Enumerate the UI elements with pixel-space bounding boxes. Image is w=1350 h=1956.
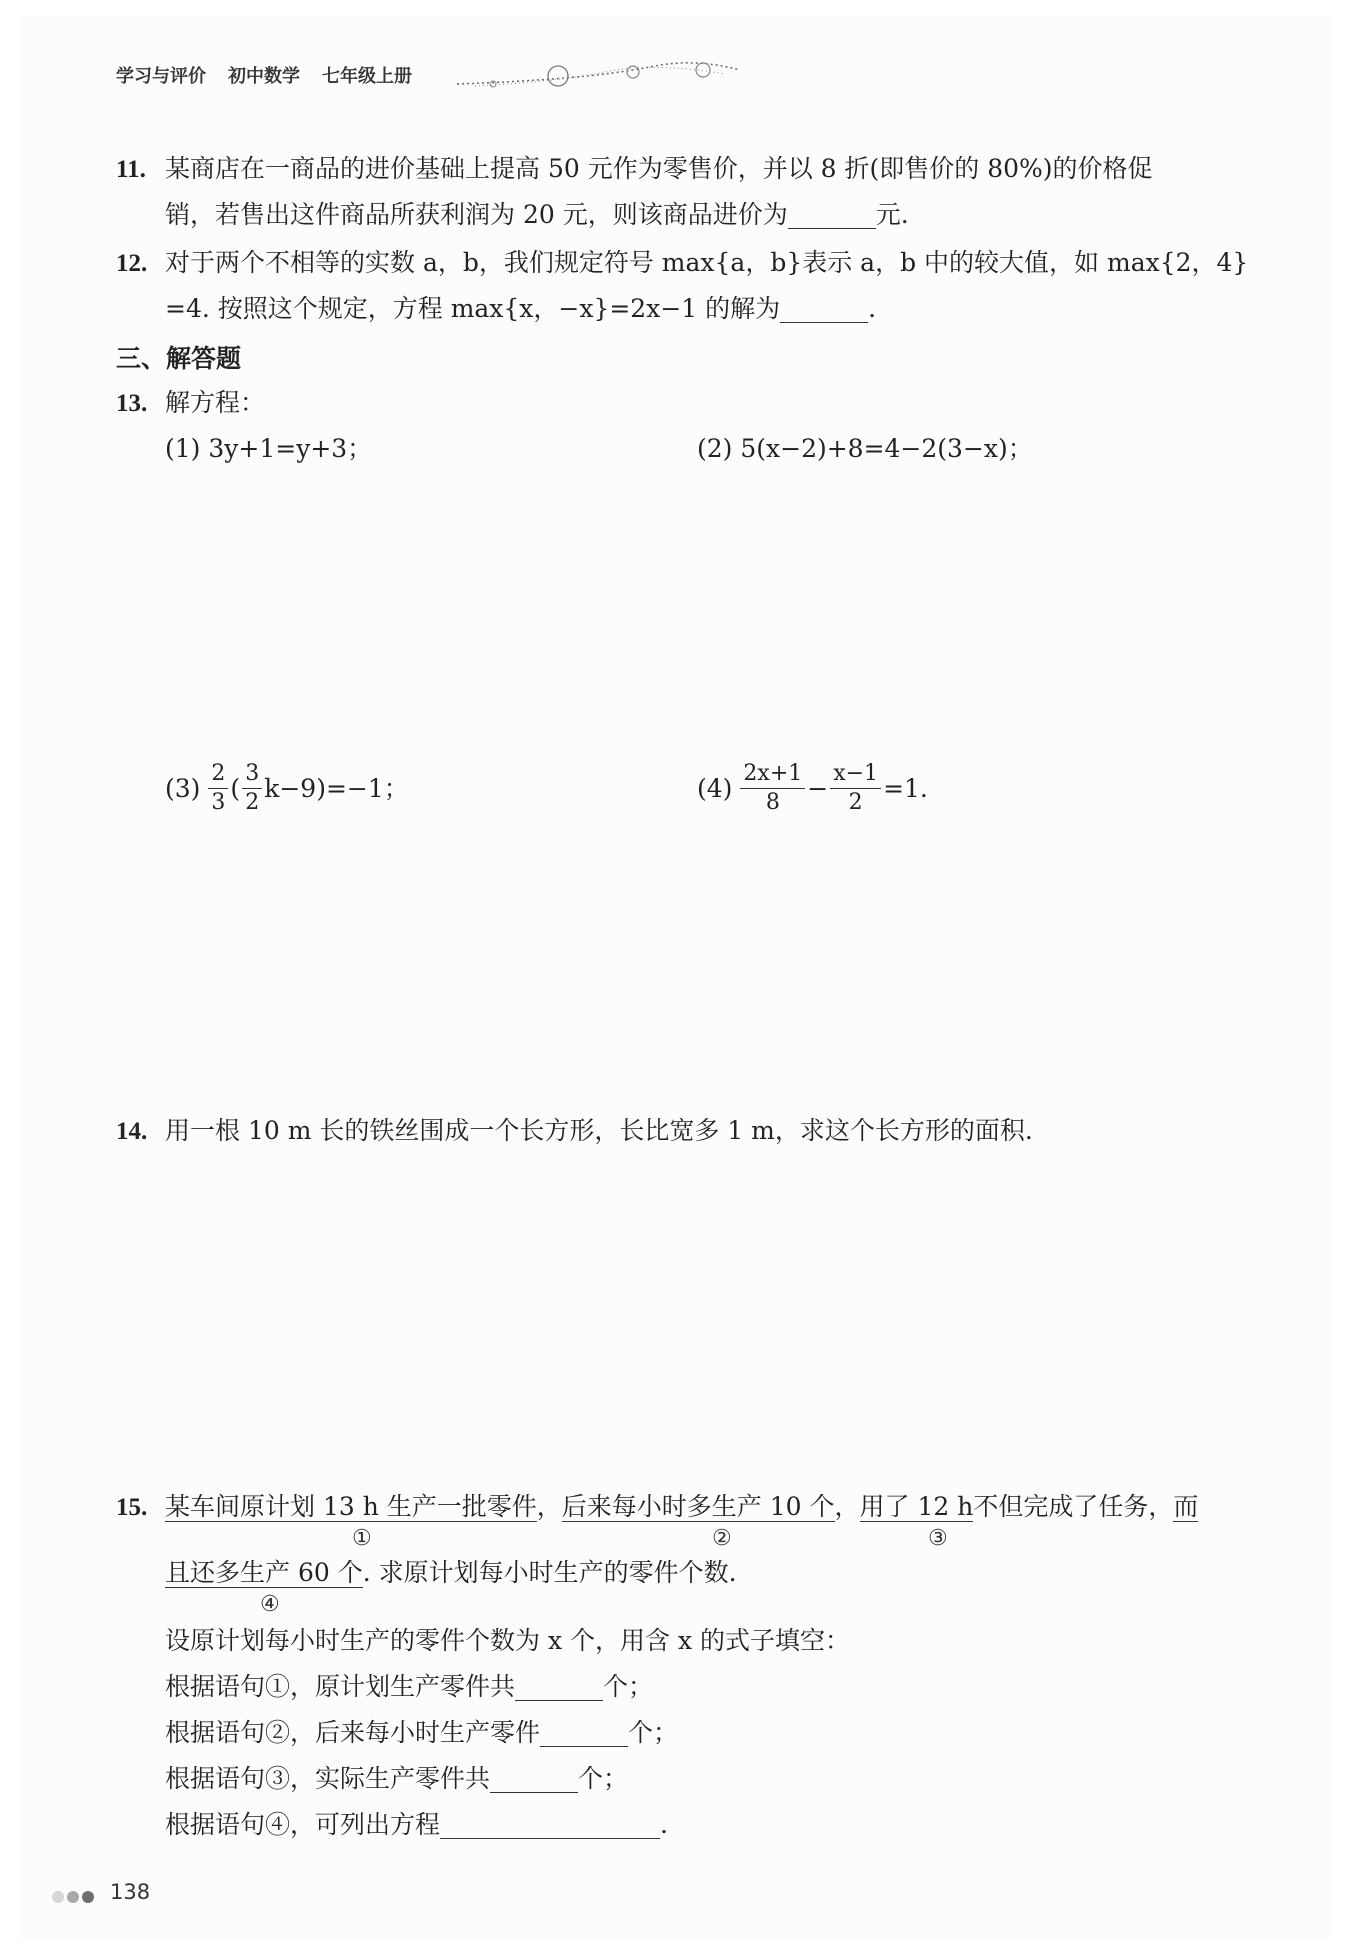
numerator: 3	[242, 760, 262, 789]
fraction-2x-plus-1-over-8	[740, 760, 805, 817]
question-12-line2	[165, 292, 876, 326]
equation-2: (2) 5(x−2)+8=4−2(3−x)；	[697, 434, 1033, 463]
sentence-1: 某车间原计划 13 h 生产一批零件	[165, 1492, 537, 1521]
denominator: 2	[848, 790, 863, 815]
header-series: 学习与评价	[116, 66, 206, 87]
answer-blank-15-4[interactable]	[440, 1812, 660, 1839]
fill-3-unit: 个；	[578, 1764, 629, 1793]
dot-icon	[67, 1891, 79, 1903]
marker-3: ③	[928, 1526, 948, 1551]
question-15-intro: 设原计划每小时生产的零件个数为 x 个，用含 x 的式子填空：	[165, 1626, 850, 1655]
sentence-2: 后来每小时多生产 10 个	[561, 1492, 835, 1521]
sentence-3: 用了 12 h	[859, 1492, 974, 1521]
open-paren: (	[230, 773, 241, 803]
comma: ，	[834, 1492, 860, 1521]
marker-1: ①	[352, 1526, 372, 1551]
fraction-2-3	[208, 760, 228, 817]
question-15-line2	[165, 1556, 737, 1590]
question-12-line1: 对于两个不相等的实数 a，b，我们规定符号 max{a，b}表示 a，b 中的较大值，如 max{2，4}	[165, 248, 1249, 277]
sentence-4: 且还多生产 60 个	[165, 1558, 363, 1587]
header-ornament	[455, 52, 745, 92]
answer-blank-11[interactable]	[788, 202, 876, 229]
section-title: 三、解答题	[116, 344, 242, 373]
fill-2-unit: 个；	[628, 1718, 679, 1747]
marker-4: ④	[260, 1592, 280, 1617]
equation-3	[165, 760, 409, 817]
question-12-text: =4. 按照这个规定，方程 max{x，−x}=2x−1 的解为	[165, 294, 781, 323]
denominator: 8	[765, 790, 780, 815]
header-grade: 七年级上册	[322, 66, 412, 87]
numerator: x−1	[830, 760, 881, 789]
denominator: 2	[245, 790, 260, 815]
fill-line-3	[165, 1762, 628, 1796]
question-11-line2	[165, 198, 909, 232]
fill-4-text: 根据语句④，可列出方程	[165, 1810, 441, 1839]
equation-1: (1) 3y+1=y+3；	[165, 434, 373, 463]
fraction-3-2	[242, 760, 262, 817]
numerator: 2x+1	[740, 760, 805, 789]
question-11-number: 11.	[116, 156, 146, 183]
question-11-text: 销，若售出这件商品所获利润为 20 元，则该商品进价为	[165, 200, 788, 229]
fill-1-text: 根据语句①，原计划生产零件共	[165, 1672, 516, 1701]
fill-line-4	[165, 1808, 668, 1842]
sentence-3-tail: 不但完成了任务，	[973, 1492, 1174, 1521]
question-15-line1	[165, 1490, 1198, 1524]
fill-line-2	[165, 1716, 678, 1750]
fill-1-unit: 个；	[603, 1672, 654, 1701]
question-11-unit: 元.	[875, 200, 909, 229]
equation-4	[697, 760, 928, 817]
answer-blank-15-2[interactable]	[540, 1720, 628, 1747]
question-12-number: 12.	[116, 250, 148, 277]
dot-icon	[82, 1891, 94, 1903]
fill-line-1	[165, 1670, 653, 1704]
fill-3-text: 根据语句③，实际生产零件共	[165, 1764, 491, 1793]
equation-3-label: (3)	[165, 773, 201, 803]
question-14-number: 14.	[116, 1118, 148, 1145]
marker-2: ②	[712, 1526, 732, 1551]
answer-blank-12[interactable]	[780, 296, 868, 323]
sentence-4-start: 而	[1173, 1492, 1199, 1521]
question-14-text: 用一根 10 m 长的铁丝围成一个长方形，长比宽多 1 m，求这个长方形的面积.	[165, 1116, 1033, 1145]
answer-blank-15-1[interactable]	[515, 1674, 603, 1701]
page-number: 138	[110, 1880, 151, 1904]
question-15-ask: . 求原计划每小时生产的零件个数.	[362, 1558, 737, 1587]
equation-3-rest: k−9)=−1；	[264, 773, 409, 803]
minus-sign: −	[807, 773, 829, 803]
question-15-number: 15.	[116, 1494, 148, 1521]
denominator: 3	[211, 790, 226, 815]
numerator: 2	[208, 760, 228, 789]
equation-4-label: (4)	[697, 773, 733, 803]
equation-4-rest: =1.	[883, 773, 928, 803]
question-11-line1: 某商店在一商品的进价基础上提高 50 元作为零售价，并以 8 折(即售价的 80%)的价格促	[165, 154, 1153, 183]
footer-dots	[52, 1888, 97, 1907]
fill-4-period: .	[660, 1810, 668, 1839]
fraction-x-minus-1-over-2	[830, 760, 881, 817]
question-13-prompt: 解方程：	[165, 388, 266, 417]
question-13-number: 13.	[116, 390, 148, 417]
running-header	[116, 62, 434, 88]
answer-blank-15-3[interactable]	[490, 1766, 578, 1793]
fill-2-text: 根据语句②，后来每小时生产零件	[165, 1718, 541, 1747]
header-subject: 初中数学	[228, 66, 300, 87]
comma: ，	[536, 1492, 562, 1521]
dot-icon	[52, 1891, 64, 1903]
question-12-period: .	[868, 294, 877, 323]
